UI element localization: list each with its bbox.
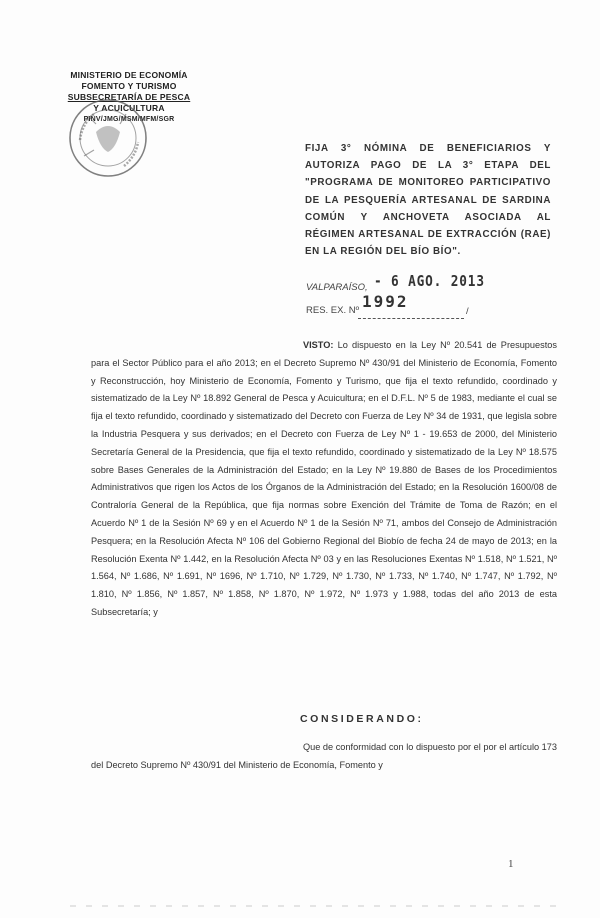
letterhead-subsecretaria: SUBSECRETARÍA DE PESCA (67, 92, 191, 102)
considerando-text: Que de conformidad con lo dispuesto por el por el artículo 173 del Decreto Supremo Nº 430/91 del Ministerio de Economía, Fomento y (91, 742, 557, 770)
page-number: 1 (508, 858, 514, 870)
place-label: VALPARAÍSO, (306, 282, 368, 293)
considerando-section (91, 739, 557, 775)
resolution-title: FIJA 3° NÓMINA DE BENEFICIARIOS Y AUTORIZA PAGO DE LA 3° ETAPA DEL "PROGRAMA DE MONITOREO PARTICIPATIVO DE LA PESQUERÍA ARTESANAL DE SARDINA COMÚN Y ANCHOVETA ASOCIADA AL RÉGIMEN ARTESANAL DE EXTRACCIÓN (RAE) EN LA REGIÓN DEL BÍO BÍO". (305, 143, 551, 258)
resolution-number: 1992 (362, 292, 409, 311)
resolution-label: RES. EX. Nº (306, 305, 360, 316)
letterhead-ministry: MINISTERIO DE ECONOMÍA (70, 70, 188, 80)
letterhead-initials: PINV/JMG/MSM/MFM/SGR (83, 116, 175, 123)
resolution-number-line (306, 294, 566, 324)
visto-heading: VISTO: (303, 340, 334, 350)
resolution-underline (358, 318, 464, 319)
letterhead-ministry-2: FOMENTO Y TURISMO (81, 81, 177, 91)
considerando-heading: CONSIDERANDO: (300, 713, 424, 725)
scan-artifact-line (0, 905, 600, 907)
letterhead-subsecretaria-2: Y ACUICULTURA (93, 103, 165, 113)
visto-section (91, 337, 557, 622)
visto-text: Lo dispuesto en la Ley Nº 20.541 de Presupuestos para el Sector Público para el año 2013; en el Decreto Supremo Nº 430/91 del Ministerio de Economía, Fomento y Reconstrucción, hoy Ministerio de Economía, Fomento y Turismo, que fija el texto refundido, coordinado y sistematizado de la Ley Nº 18.892 General de Pesca y Acuicultura; en el D.F.L. Nº 5 de 1983, mediante el cual se fija el texto refundido, coordinado y sistematizado del Decreto con Fuerza de Ley Nº 34 de 1931, que legisla sobre la Industria Pesquera y sus derivados; en el Decreto con Fuerza de Ley Nº 1 - 19.653 de 2000, del Ministerio Secretaría General de la Presidencia, que fija el texto refundido, coordinado y sistematizado de la Ley Nº 18.575 sobre Bases Generales de la Administración del Estado; en la Ley Nº 19.880 de Bases de los Procedimientos Administrativos que rigen los Actos de los Órganos de la Administración del Estado; en la Resolución 1600/08 de Contraloría General de la República, que fija normas sobre Exención del Trámite de Toma de Razón; en el Acuerdo Nº 1 de la Sesión Nº 69 y en el Acuerdo Nº 1 de la Sesión Nº 71, ambos del Consejo de Administración Pesquera; en la Resolución Afecta Nº 106 del Gobierno Regional del Biobío de fecha 24 de mayo de 2013; en la Resolución Exenta Nº 1.442, en la Resolución Afecta Nº 03 y en las Resoluciones Exentas Nº 1.518, Nº 1.521, Nº 1.564, Nº 1.686, Nº 1.691, Nº 1696, Nº 1.710, Nº 1.729, Nº 1.730, Nº 1.733, Nº 1.740, Nº 1.747, Nº 1.792, Nº 1.810, Nº 1.856, Nº 1.857, Nº 1.858, Nº 1.870, Nº 1.972, Nº 1.973 y 1.988, todas del año 2013 de esta Subsecretaría; y (91, 340, 557, 617)
official-seal-stamp (66, 96, 150, 180)
date-stamp: - 6 AGO. 2013 (374, 272, 485, 290)
resolution-slash: / (466, 306, 469, 317)
